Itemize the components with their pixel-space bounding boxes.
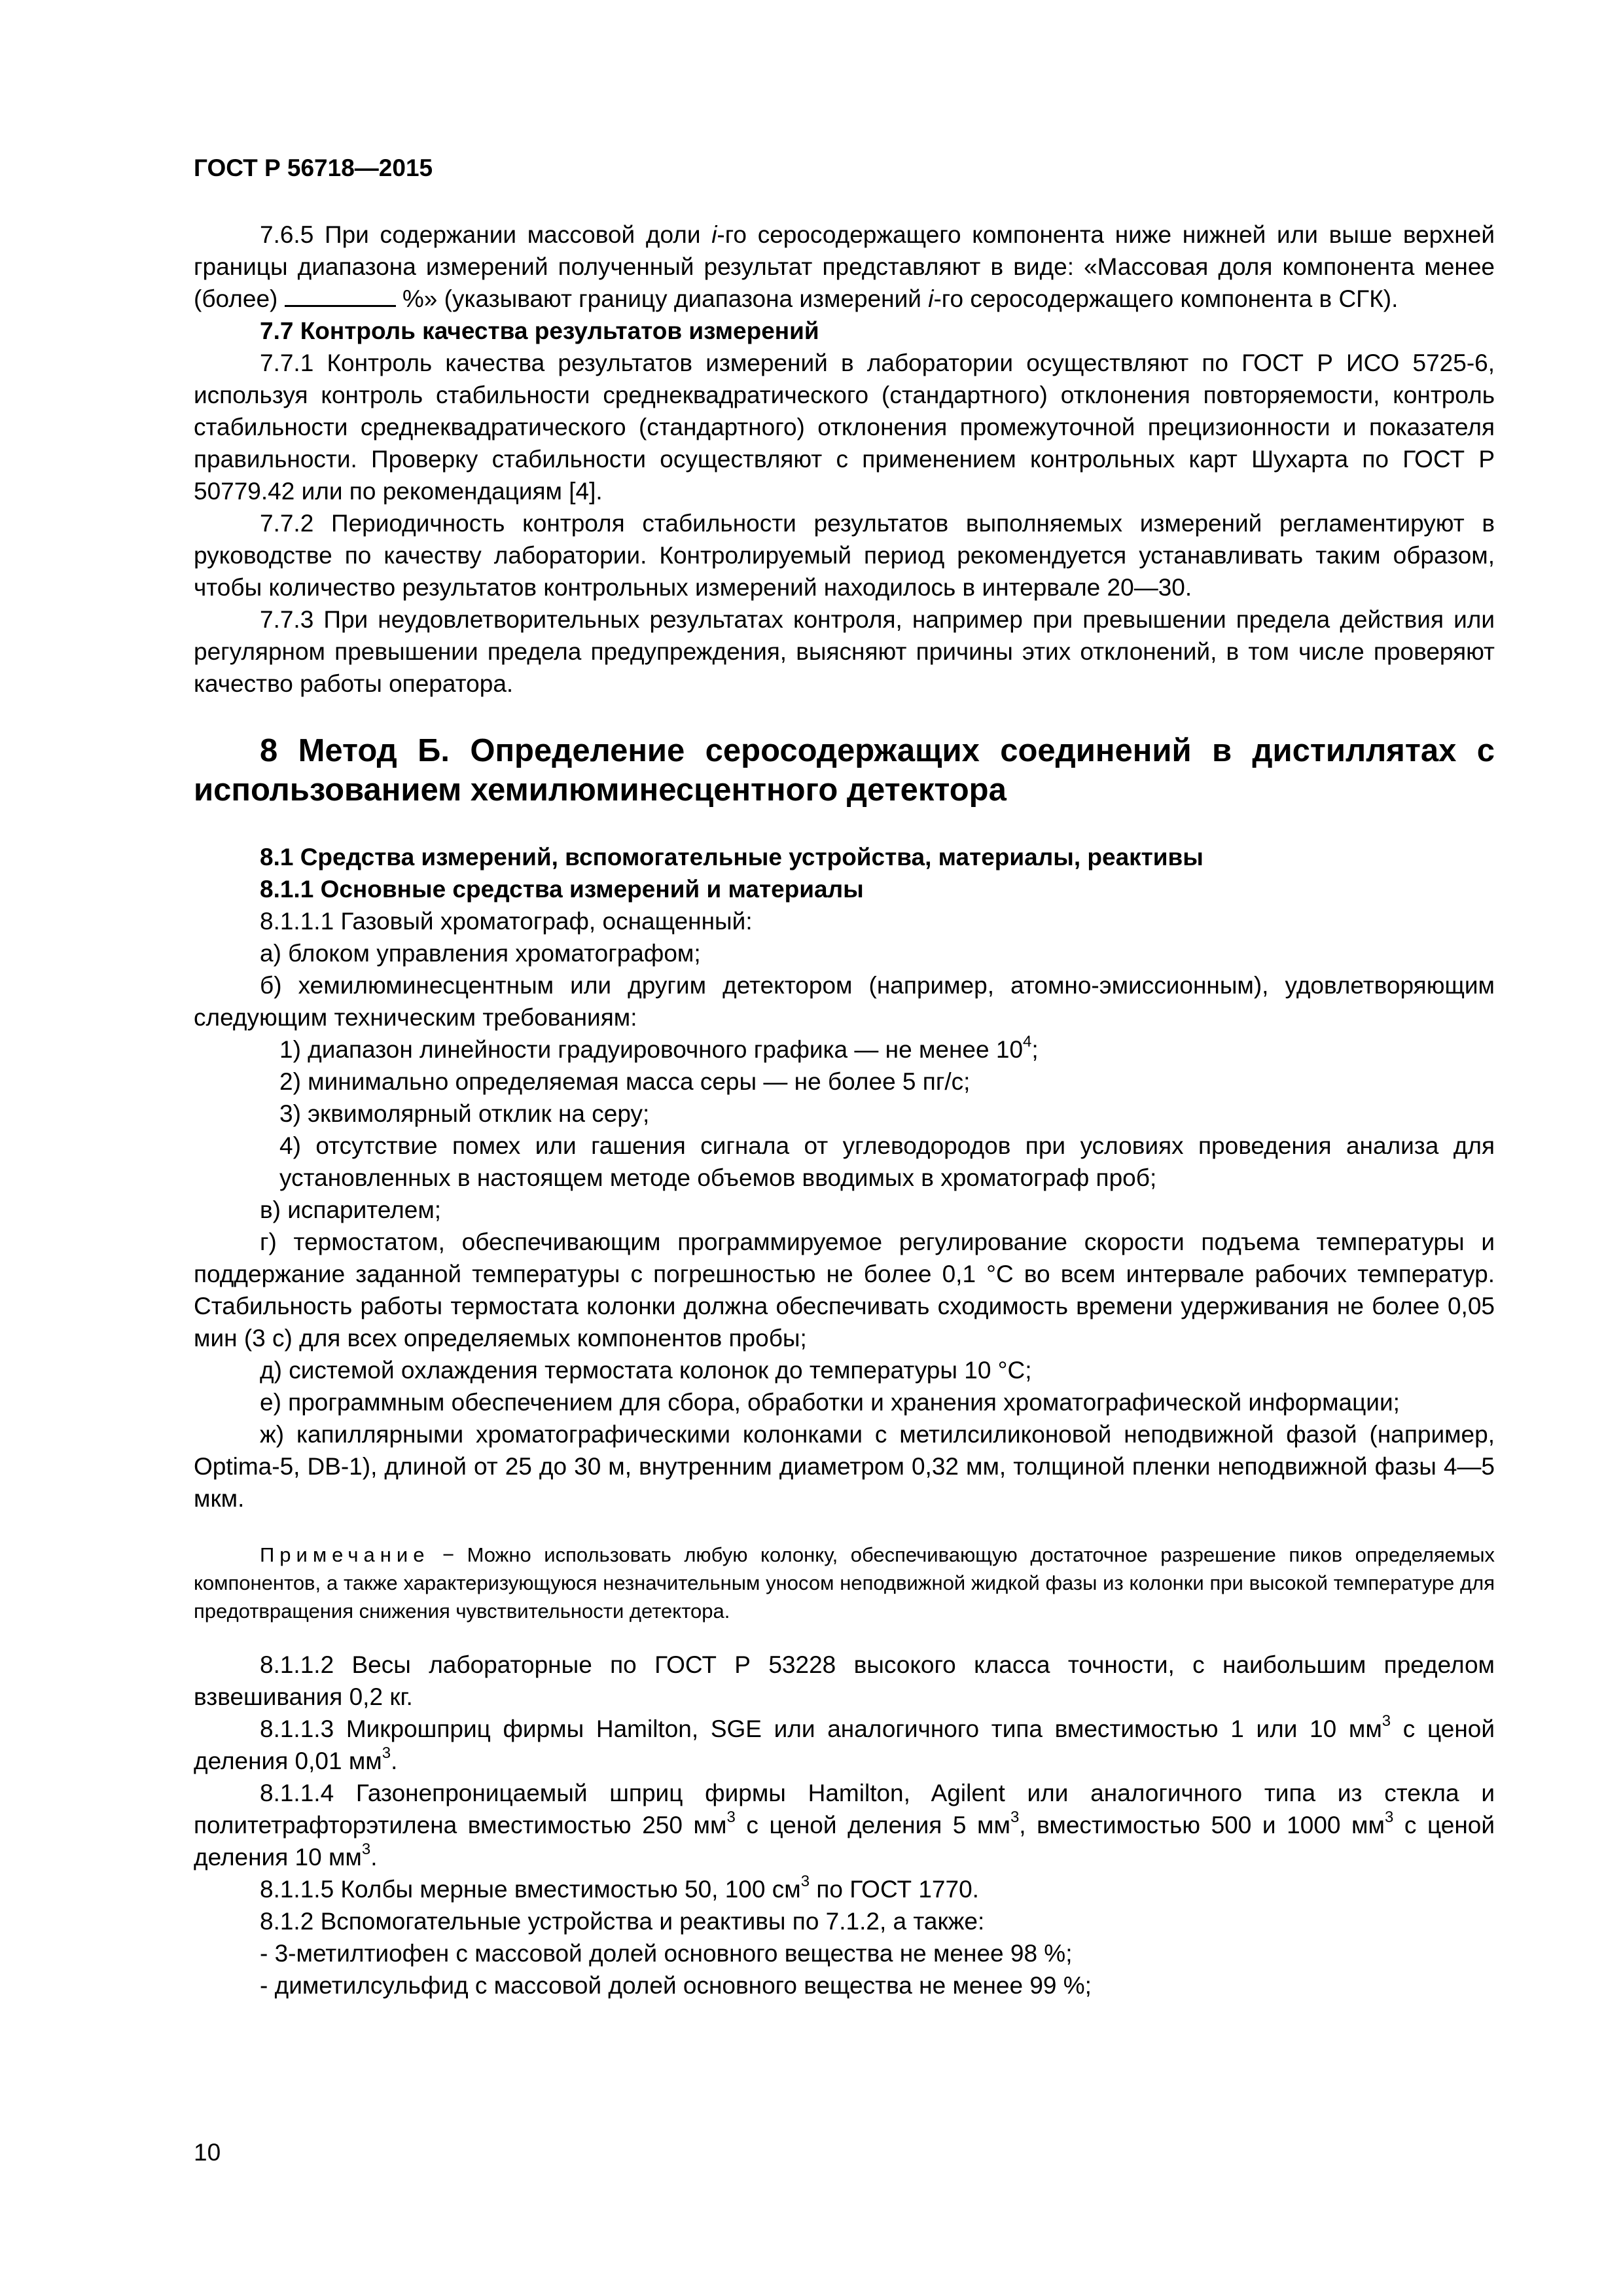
list-item-e: е) программным обеспечением для сбора, обработки и хранения хроматографической информации; [260, 1389, 1400, 1416]
list-item-d: д) системой охлаждения термостата колонок до температуры 10 °С; [260, 1357, 1032, 1384]
text-run: -го серосодержащего компонента в СГК). [933, 285, 1399, 312]
paragraph-8-1-1-3 [194, 1713, 1495, 1777]
text-run: . [391, 1748, 398, 1774]
paragraph-8-1-1-1: 8.1.1.1 Газовый хроматограф, оснащенный: [260, 908, 753, 935]
superscript: 3 [382, 1744, 391, 1762]
note-text: − Можно использовать любую колонку, обеспечивающую достаточное разрешение пиков определяемых компонентов, а также характеризующуюся незначительным уносом неподвижной жидкой фазы из колонки при высокой температуре для предотвращения снижения чувствительности детектора. [194, 1543, 1495, 1623]
requirement-1 [194, 1033, 1495, 1066]
text-run: по ГОСТ 1770. [810, 1876, 979, 1903]
text-run: . [370, 1844, 378, 1871]
reagent-item-2: - диметилсульфид с массовой долей основного вещества не менее 99 %; [260, 1972, 1092, 1999]
superscript: 3 [1010, 1808, 1020, 1826]
paragraph-7-6-5 [194, 219, 1495, 315]
italic-run: i [711, 221, 717, 248]
section-heading-8-1-1: 8.1.1 Основные средства измерений и материалы [260, 876, 864, 903]
paragraph-7-7-2: 7.7.2 Периодичность контроля стабильности результатов выполняемых измерений регламентируют в руководстве по качеству лаборатории. Контролируемый период рекомендуется устанавливать таким образом, чтобы количество результатов контрольных измерений находилось в интервале 20—30. [194, 510, 1495, 601]
page-number: 10 [194, 2139, 221, 2166]
document-header: ГОСТ Р 56718—2015 [194, 154, 433, 181]
document-body [194, 219, 1495, 2001]
paragraph-8-1-1-4 [194, 1777, 1495, 1873]
text-run: 7.6.5 При содержании массовой доли [260, 221, 712, 248]
text-run: 8.1.1.4 Газонепроницаемый шприц фирмы Hamilton, Agilent или аналогичного типа из стекла и политетрафторэтилена вместимостью 250 мм [194, 1780, 1495, 1839]
text-run: с ценой деления 10 мм [194, 1812, 1495, 1871]
text-run: %» (указывают границу диапазона измерений [395, 285, 929, 312]
superscript: 3 [1382, 1712, 1391, 1730]
requirement-3: 3) эквимолярный отклик на серу; [279, 1100, 650, 1127]
text-run: 1) диапазон линейности градуировочного графика — не менее 10 [279, 1036, 1024, 1063]
note-label: Примечание [260, 1543, 430, 1566]
text-run: с ценой деления 5 мм [735, 1812, 1010, 1839]
list-item-g: г) термостатом, обеспечивающим программируемое регулирование скорости подъема температуры и поддержание заданной температуры с погрешностью не более 0,1 °С во всем интервале рабочих температур. Стабильность работы термостата колонки должна обеспечивать сходимость времени удерживания не более 0,05 мин (3 с) для всех определяемых компонентов пробы; [194, 1229, 1495, 1352]
text-run: , вместимостью 500 и 1000 мм [1019, 1812, 1385, 1839]
list-item-zh: ж) капиллярными хроматографическими колонками с метилсиликоновой неподвижной фазой (например, Optima-5, DB-1), длиной от 25 до 30 м, внутренним диаметром 0,32 мм, толщиной пленки неподвижной фазы 4—5 мкм. [194, 1421, 1495, 1512]
superscript: 4 [1023, 1032, 1032, 1050]
list-item-a: а) блоком управления хроматографом; [260, 940, 701, 967]
note [194, 1541, 1495, 1625]
section-heading-8-1: 8.1 Средства измерений, вспомогательные устройства, материалы, реактивы [260, 844, 1204, 870]
text-run: 8.1.1.5 Колбы мерные вместимостью 50, 100 см [260, 1876, 801, 1903]
paragraph-8-1-2: 8.1.2 Вспомогательные устройства и реактивы по 7.1.2, а также: [260, 1908, 985, 1935]
text-run: 8.1.1.3 Микрошприц фирмы Hamilton, SGE или аналогичного типа вместимостью 1 или 10 мм [260, 1715, 1382, 1742]
section-heading-7-7: 7.7 Контроль качества результатов измерений [260, 317, 819, 344]
list-item-b: б) хемилюминесцентным или другим детектором (например, атомно-эмиссионным), удовлетворяющим следующим техническим требованиям: [194, 972, 1495, 1031]
reagent-item-1: - 3-метилтиофен с массовой долей основного вещества не менее 98 %; [260, 1940, 1073, 1967]
blank-underline [285, 285, 396, 307]
superscript: 3 [800, 1872, 810, 1890]
section-heading-8: 8 Метод Б. Определение серосодержащих соединений в дистиллятах с использованием хемилюминесцентного детектора [194, 733, 1495, 808]
text-run: ; [1031, 1036, 1039, 1063]
requirement-2: 2) минимально определяемая масса серы — не более 5 пг/с; [279, 1068, 971, 1095]
list-item-v: в) испарителем; [260, 1196, 442, 1223]
requirement-4: 4) отсутствие помех или гашения сигнала от углеводородов при условиях проведения анализа для установленных в настоящем методе объемов вводимых в хроматограф проб; [279, 1132, 1495, 1191]
paragraph-8-1-1-2: 8.1.1.2 Весы лабораторные по ГОСТ Р 53228 высокого класса точности, с наибольшим пределом взвешивания 0,2 кг. [194, 1651, 1495, 1710]
text-run: -го серосодержащего компонента ниже нижней или выше верхней границы диапазона измерений полученный результат представляют в виде: «Массовая доля компонента менее (более) [194, 221, 1495, 312]
superscript: 3 [1384, 1808, 1394, 1826]
superscript: 3 [361, 1840, 371, 1858]
paragraph-8-1-1-5 [194, 1873, 1495, 1905]
paragraph-7-7-3: 7.7.3 При неудовлетворительных результатах контроля, например при превышении предела действия или регулярном превышении предела предупреждения, выясняют причины этих отклонений, в том числе проверяют качество работы оператора. [194, 606, 1495, 697]
text-run: с ценой деления 0,01 мм [194, 1715, 1495, 1774]
superscript: 3 [726, 1808, 736, 1826]
paragraph-7-7-1: 7.7.1 Контроль качества результатов измерений в лаборатории осуществляют по ГОСТ Р ИСО 5725-6, используя контроль стабильности среднеквадратического (стандартного) отклонения повторяемости, контроль стабильности среднеквадратического (стандартного) отклонения промежуточной прецизионности и показателя правильности. Проверку стабильности осуществляют с применением контрольных карт Шухарта по ГОСТ Р 50779.42 или по рекомендациям [4]. [194, 350, 1495, 505]
italic-run: i [928, 285, 934, 312]
